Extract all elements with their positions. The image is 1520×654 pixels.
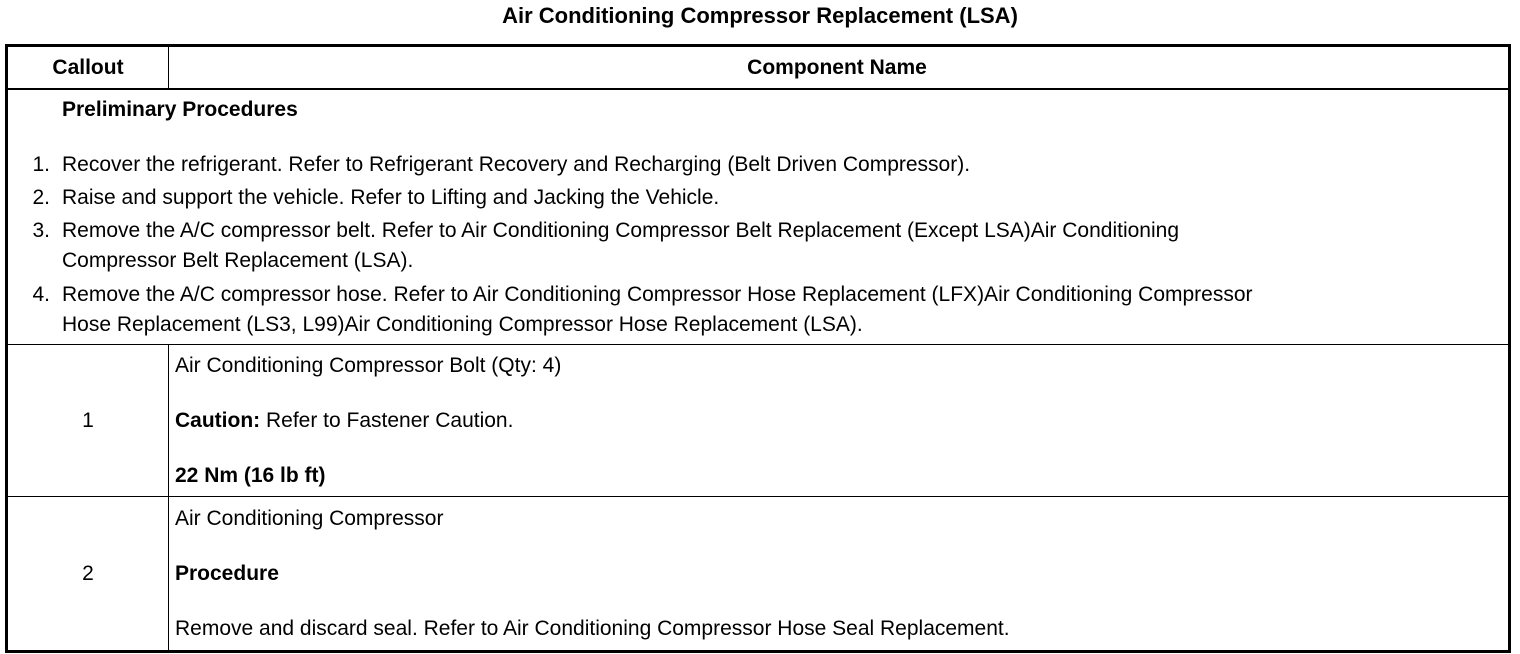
callout-number: 1 [82, 409, 94, 432]
step-text: Compressor Belt Replacement (LSA). [62, 249, 414, 272]
callout-number: 2 [82, 562, 94, 585]
step-number: 1. [32, 153, 50, 176]
procedure-table [5, 44, 1511, 653]
preliminary-heading: Preliminary Procedures [62, 98, 298, 121]
header-divider [8, 88, 1508, 90]
row-divider [8, 496, 1508, 497]
step-text: Hose Replacement (LS3, L99)Air Conditioning Compressor Hose Replacement (LSA). [62, 313, 863, 336]
column-divider [168, 496, 169, 650]
step-number: 4. [32, 283, 50, 306]
header-callout: Callout [52, 56, 124, 79]
procedure-label: Procedure [175, 562, 279, 585]
caution-label: Caution: [175, 409, 261, 432]
step-number: 3. [32, 219, 50, 242]
component-name: Air Conditioning Compressor [175, 507, 444, 530]
caution-note [175, 407, 513, 435]
step-text: Remove the A/C compressor hose. Refer to Air Conditioning Compressor Hose Replacement (LFX)Air Conditioning Compressor [62, 283, 1253, 306]
step-text: Remove the A/C compressor belt. Refer to Air Conditioning Compressor Belt Replacement (Except LSA)Air Conditioning [62, 219, 1180, 242]
step-number: 2. [32, 186, 50, 209]
step-text: Raise and support the vehicle. Refer to Lifting and Jacking the Vehicle. [62, 186, 720, 209]
caution-text: Refer to Fastener Caution. [260, 409, 514, 432]
component-name: Air Conditioning Compressor Bolt (Qty: 4) [175, 354, 562, 377]
row-divider [8, 344, 1508, 345]
torque-spec: 22 Nm (16 lb ft) [175, 464, 326, 487]
procedure-text: Remove and discard seal. Refer to Air Conditioning Compressor Hose Seal Replacement. [175, 617, 1010, 640]
header-component-name: Component Name [747, 56, 927, 79]
step-text: Recover the refrigerant. Refer to Refrigerant Recovery and Recharging (Belt Driven Compressor). [62, 153, 971, 176]
column-divider [168, 344, 169, 497]
page-title: Air Conditioning Compressor Replacement (LSA) [502, 3, 1018, 28]
